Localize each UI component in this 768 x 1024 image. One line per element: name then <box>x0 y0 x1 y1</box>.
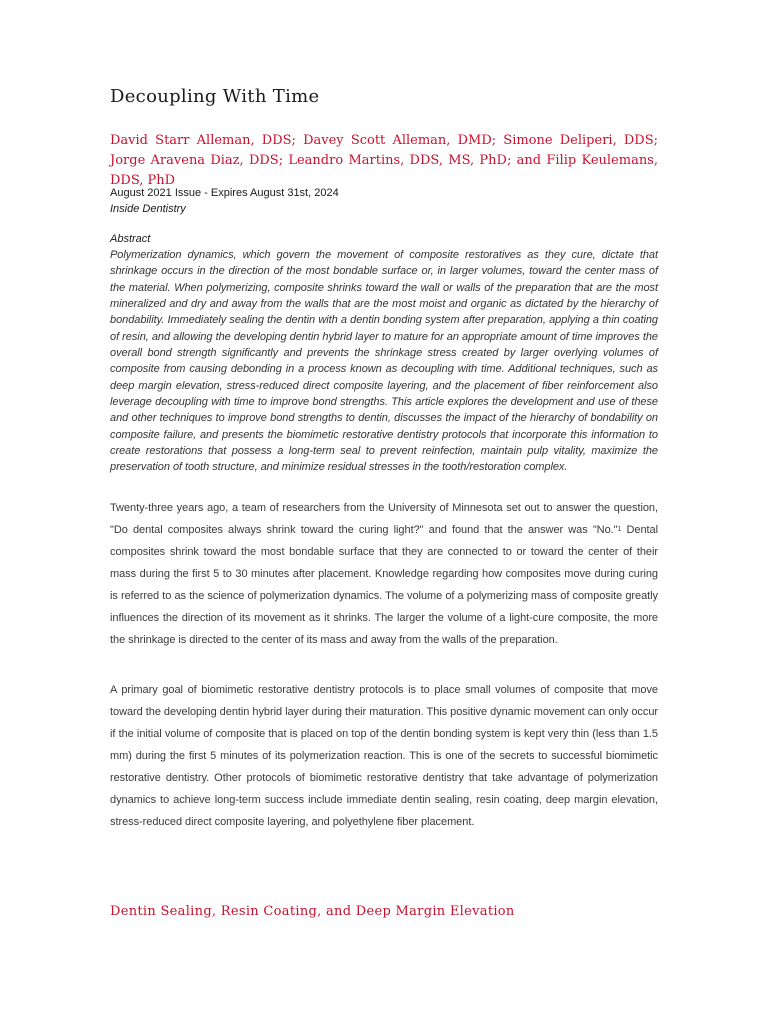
footnote-reference-link[interactable]: 1 <box>617 526 622 533</box>
body-paragraph-1-start: Twenty-three years ago, a team of researchers from the University of Minnesota set out to answer the question, "Do dental composites always shrink toward the curing light?" and found that the answer was "No." <box>110 502 658 536</box>
body-paragraph-2: A primary goal of biomimetic restorative dentistry protocols is to place small volumes of composite that move toward the developing dentin hybrid layer during their maturation. This positive dynamic movement can only occur if the initial volume of composite that is placed on top of the dentin bonding system is kept very thin (less than 1.5 mm) during the first 5 minutes of its polymerization reaction. This is one of the secrets to successful biomimetic restorative dentistry. Other protocols of biomimetic restorative dentistry that take advantage of polymerization dynamics to achieve long-term success include immediate dentin sealing, resin coating, deep margin elevation, stress-reduced direct composite layering, and polyethylene fiber placement. <box>110 684 658 828</box>
body-paragraph-1 <box>110 497 658 651</box>
journal-name: Inside Dentistry <box>110 203 186 215</box>
abstract-text: Polymerization dynamics, which govern the movement of composite restoratives as they cure, dictate that shrinkage occurs in the direction of the most bondable surface or, in larger volumes, toward the center mass of the material. When polymerizing, composite shrinks toward the wall or walls of the preparation that are the most mineralized and dry and away from the walls that are the most moist and organic as dictated by the hierarchy of bondability. Immediately sealing the dentin with a dentin bonding system after preparation, applying a thin coating of resin, and allowing the developing dentin hybrid layer to mature for an appropriate amount of time improves the overall bond strength significantly and prevents the shrinkage stress created by larger overlying volumes of composite from causing debonding in a process known as decoupling with time. Additional techniques, such as deep margin elevation, stress-reduced direct composite layering, and the placement of fiber reinforcement also leverage decoupling with time to improve bond strengths. This article explores the development and use of these and other techniques to improve bond strengths to dentin, discusses the impact of the hierarchy of bondability on composite failure, and presents the biomimetic restorative dentistry protocols that incorporate this information to create restorations that possess a long-term seal to prevent reinfection, maintain pulp vitality, maximize the preservation of tooth structure, and minimize residual stresses in the tooth/restoration complex. <box>110 249 658 474</box>
issue-line: August 2021 Issue - Expires August 31st, 2024 <box>110 187 339 199</box>
body-paragraph-1-rest: Dental composites shrink toward the most bondable surface that they are connected to or toward the center of their mass during the first 5 to 30 minutes after placement. Knowledge regarding how composites move during curing is referred to as the science of polymerization dynamics. The volume of a polymerizing mass of composite greatly influences the direction of its movement as it shrinks. The larger the volume of a light-cure composite, the more the shrinkage is directed to the center of its mass and away from the walls of the preparation. <box>110 524 658 646</box>
abstract-heading: Abstract <box>110 233 151 245</box>
article-title: Decoupling With Time <box>110 86 320 107</box>
author-list: David Starr Alleman, DDS; Davey Scott Alleman, DMD; Simone Deliperi, DDS; Jorge Aravena Diaz, DDS; Leandro Martins, DDS, MS, PhD; and Filip Keulemans, DDS, PhD <box>110 133 658 188</box>
section-heading: Dentin Sealing, Resin Coating, and Deep Margin Elevation <box>110 904 515 919</box>
